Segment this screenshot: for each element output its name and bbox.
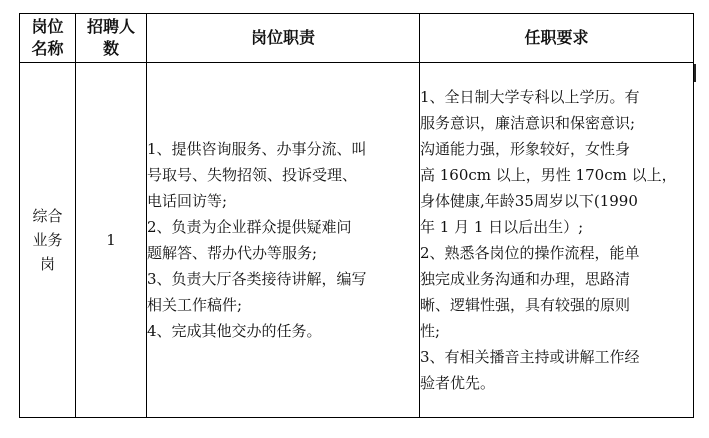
text-cursor-mark xyxy=(694,64,696,82)
header-duties: 岗位职责 xyxy=(147,14,420,63)
duty-line: 题解答、帮办代办等服务; xyxy=(147,244,318,262)
job-requirements-table xyxy=(19,13,694,418)
duty-line: 相关工作稿件; xyxy=(147,296,243,314)
header-position-name: 岗位 名称 xyxy=(20,14,76,63)
requirements-cell xyxy=(420,63,694,418)
header-requirements: 任职要求 xyxy=(420,14,694,63)
table-row xyxy=(20,63,694,418)
headcount-cell: 1 xyxy=(76,63,147,418)
requirement-line: 性; xyxy=(420,322,441,340)
requirement-line: 验者优先。 xyxy=(420,374,496,392)
requirement-line: 沟通能力强，形象较好，女性身 xyxy=(420,140,631,158)
duty-line: 2、负责为企业群众提供疑难问 xyxy=(147,218,352,236)
duty-line: 号取号、失物招领、投诉受理、 xyxy=(147,166,358,184)
header-headcount: 招聘人 数 xyxy=(76,14,147,63)
position-name-cell: 综合 业务 岗 xyxy=(20,63,76,418)
requirement-line: 身体健康,年龄35周岁以下(1990 xyxy=(420,192,638,210)
requirement-line: 2、熟悉各岗位的操作流程，能单 xyxy=(420,244,640,262)
requirement-line: 1、全日制大学专科以上学历。有 xyxy=(420,88,640,106)
duty-line: 1、提供咨询服务、办事分流、叫 xyxy=(147,140,367,158)
requirement-line: 高 160cm 以上，男性 170cm 以上， xyxy=(420,166,677,184)
duty-line: 4、完成其他交办的任务。 xyxy=(147,322,322,340)
requirement-line: 晰、逻辑性强，具有较强的原则 xyxy=(420,296,631,314)
requirement-line: 服务意识，廉洁意识和保密意识; xyxy=(420,114,636,132)
duty-line: 电话回访等; xyxy=(147,192,228,210)
duties-cell xyxy=(147,63,420,418)
requirement-line: 独完成业务沟通和办理，思路清 xyxy=(420,270,631,288)
requirement-line: 3、有相关播音主持或讲解工作经 xyxy=(420,348,640,366)
duty-line: 3、负责大厅各类接待讲解，编写 xyxy=(147,270,367,288)
requirement-line: 年 1 月 1 日以后出生）; xyxy=(420,218,584,236)
table-header-row xyxy=(20,14,694,63)
